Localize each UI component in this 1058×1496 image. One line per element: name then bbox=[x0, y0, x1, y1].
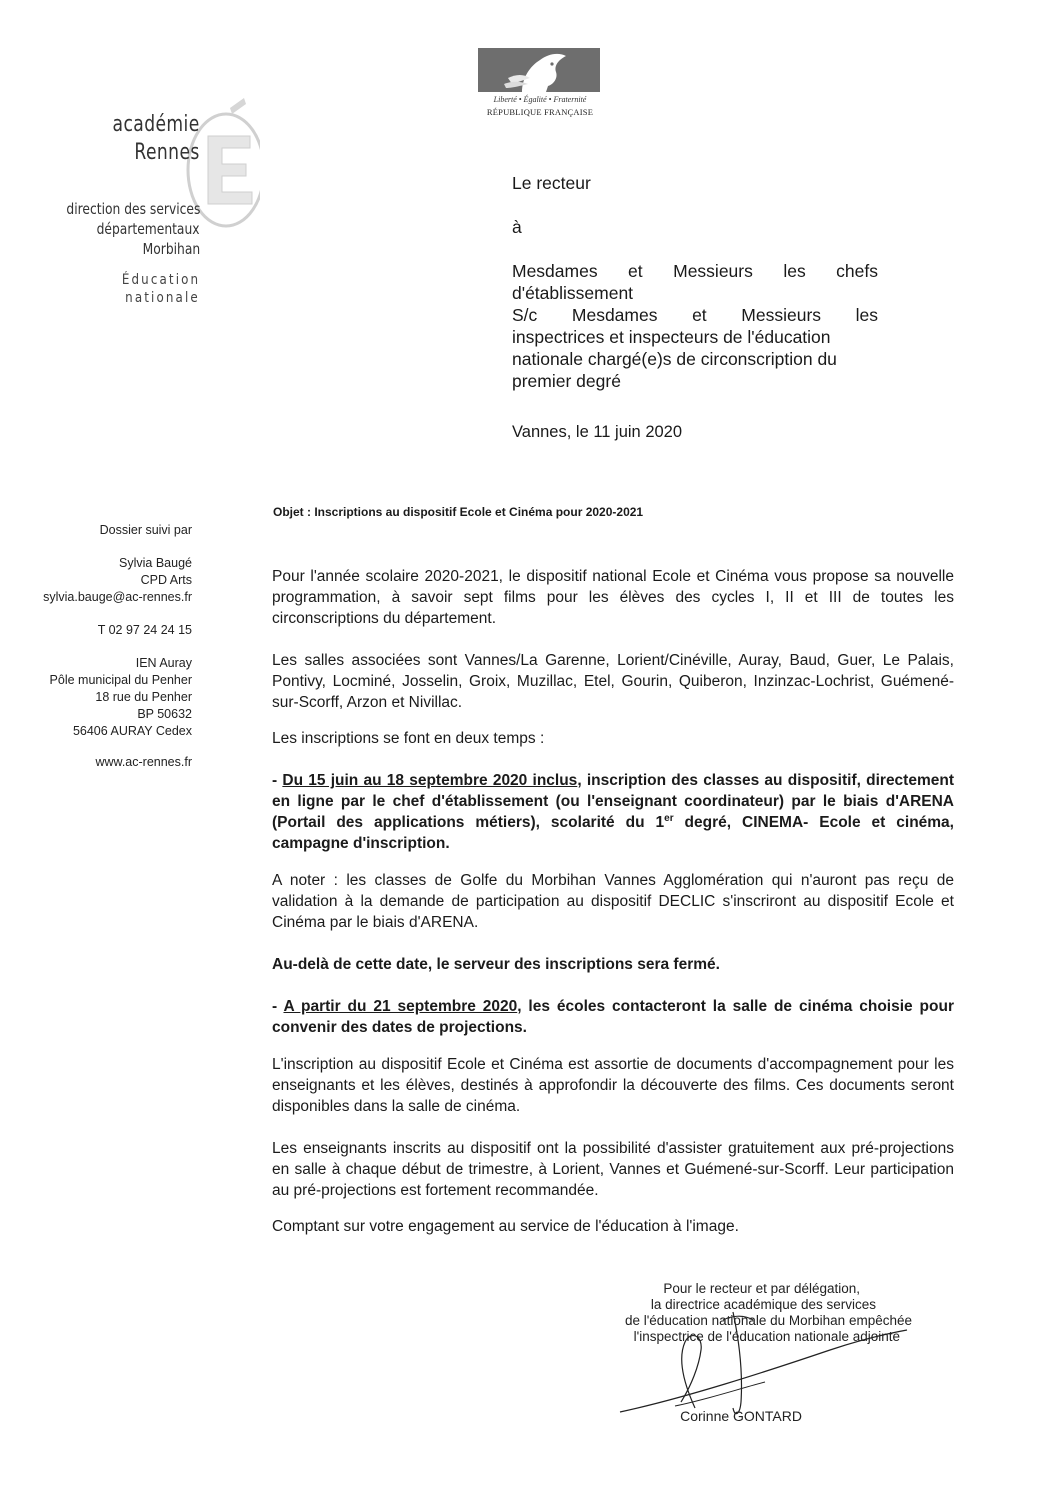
direction-line-2: départementaux bbox=[97, 220, 200, 238]
addressee-line-6: premier degré bbox=[512, 371, 621, 391]
paragraph-8: L'inscription au dispositif Ecole et Cinéma est assortie de documents d'accompagnement pour les enseignants et les élèves, destinés à approfondir la découverte des films. Ces documents seront disponibles dans la salle de cinéma. bbox=[272, 1056, 954, 1115]
paragraph-2: Les salles associées sont Vannes/La Garenne, Lorient/Cinéville, Auray, Baud, Guer, Le Palais, Pontivy, Locminé, Josselin, Groix, Muzillac, Etel, Gourin, Quiberon, Inzinzac-Lochrist, Guémené-sur-Scorff, Arzon et Nivillac. bbox=[272, 652, 954, 711]
paragraph-10: Comptant sur votre engagement au service de l'éducation à l'image. bbox=[272, 1218, 739, 1235]
p7-dash: - bbox=[272, 998, 284, 1015]
address-line-2: 18 rue du Penher bbox=[95, 690, 192, 704]
office: IEN Auray bbox=[135, 656, 192, 670]
p7-date: A partir du 21 septembre 2020 bbox=[283, 998, 518, 1015]
address-line-4: 56406 AURAY Cedex bbox=[72, 724, 192, 738]
p4-text-a: , inscription des classes au dispositif, directement en ligne par le chef d'établissement (ou l'enseignant coordinateur) par le biais d'ARENA (Portail des applications métiers), scolarité du 1 bbox=[272, 772, 954, 831]
ministry-line-2: nationale bbox=[125, 290, 200, 306]
paragraph-7 bbox=[272, 996, 954, 1038]
paragraph-3: Les inscriptions se font en deux temps : bbox=[272, 730, 545, 747]
to-word: à bbox=[512, 217, 522, 237]
addressee-line-5: nationale chargé(e)s de circonscription du bbox=[512, 349, 837, 369]
signature-line-4: l'inspectrice de l'éducation nationale adjointe bbox=[633, 1329, 900, 1344]
academy-name-1: académie bbox=[112, 112, 200, 137]
paragraph-5: A noter : les classes de Golfe du Morbihan Vannes Agglomération qui n'auront pas reçu de validation à la demande de participation au dispositif DECLIC s'inscriront au dispositif Ecole et Cinéma par le biais d'ARENA. bbox=[272, 872, 954, 931]
p4-date-range: Du 15 juin au 18 septembre 2020 inclus bbox=[282, 772, 578, 789]
p7-text: , les écoles contacteront la salle de cinéma choisie pour convenir des dates de projections. bbox=[272, 998, 954, 1036]
signature-line-3: de l'éducation nationale du Morbihan empêchée bbox=[624, 1313, 912, 1328]
website: www.ac-rennes.fr bbox=[95, 755, 192, 769]
ministry-line-1: Éducation bbox=[121, 272, 200, 288]
republique-francaise-logo bbox=[476, 48, 604, 128]
addressee-line-4: inspectrices et inspecteurs de l'éducation bbox=[512, 327, 831, 347]
paragraph-6: Au-delà de cette date, le serveur des inscriptions sera fermé. bbox=[272, 956, 720, 973]
phone: T 02 97 24 24 15 bbox=[97, 623, 192, 637]
addressee-line-1: Mesdames et Messieurs les chefs bbox=[512, 261, 878, 281]
academy-name-2: Rennes bbox=[134, 140, 200, 165]
direction-line-1: direction des services bbox=[66, 200, 200, 218]
contact-email: sylvia.bauge@ac-rennes.fr bbox=[43, 590, 192, 604]
place-date: Vannes, le 11 juin 2020 bbox=[512, 423, 683, 441]
contact-name: Sylvia Baugé bbox=[119, 556, 192, 570]
marianne-emblem bbox=[478, 48, 600, 92]
followed-by: Dossier suivi par bbox=[99, 523, 192, 537]
signature-line-1: Pour le recteur et par délégation, bbox=[663, 1281, 860, 1296]
paragraph-4 bbox=[272, 770, 954, 854]
subject-line: Objet : Inscriptions au dispositif Ecole et Cinéma pour 2020-2021 bbox=[273, 505, 644, 519]
paragraph-9: Les enseignants inscrits au dispositif ont la possibilité d'assister gratuitement aux pré-projections en salle à chaque début de trimestre, à Lorient, Vannes et Guémené-sur-Scorff. Leur participation au pré-projections est fortement recommandée. bbox=[272, 1140, 954, 1199]
paragraph-1: Pour l'année scolaire 2020-2021, le dispositif national Ecole et Cinéma vous propose sa nouvelle programmation, à savoir sept films pour les élèves des cycles I, II et III de toutes les circonscriptions du département. bbox=[272, 568, 954, 627]
rf-motto: Liberté • Égalité • Fraternité bbox=[493, 95, 587, 104]
academy-logo bbox=[30, 90, 200, 320]
signature-line-2: la directrice académique des services bbox=[650, 1297, 876, 1312]
address-line-1: Pôle municipal du Penher bbox=[49, 673, 192, 687]
signatory-name: Corinne GONTARD bbox=[680, 1408, 802, 1424]
p4-dash: - bbox=[272, 772, 283, 789]
contact-role: CPD Arts bbox=[140, 573, 192, 587]
addressee-line-3: S/c Mesdames et Messieurs les bbox=[512, 305, 878, 325]
p4-text-b: degré, CINEMA- Ecole et cinéma, campagne d'inscription. bbox=[272, 814, 954, 852]
address-line-3: BP 50632 bbox=[137, 707, 192, 721]
p4-sup: er bbox=[664, 812, 674, 824]
direction-line-3: Morbihan bbox=[142, 240, 200, 258]
sender: Le recteur bbox=[512, 173, 591, 193]
rf-name: RÉPUBLIQUE FRANÇAISE bbox=[486, 107, 594, 117]
addressee-line-2: d'établissement bbox=[512, 283, 634, 303]
